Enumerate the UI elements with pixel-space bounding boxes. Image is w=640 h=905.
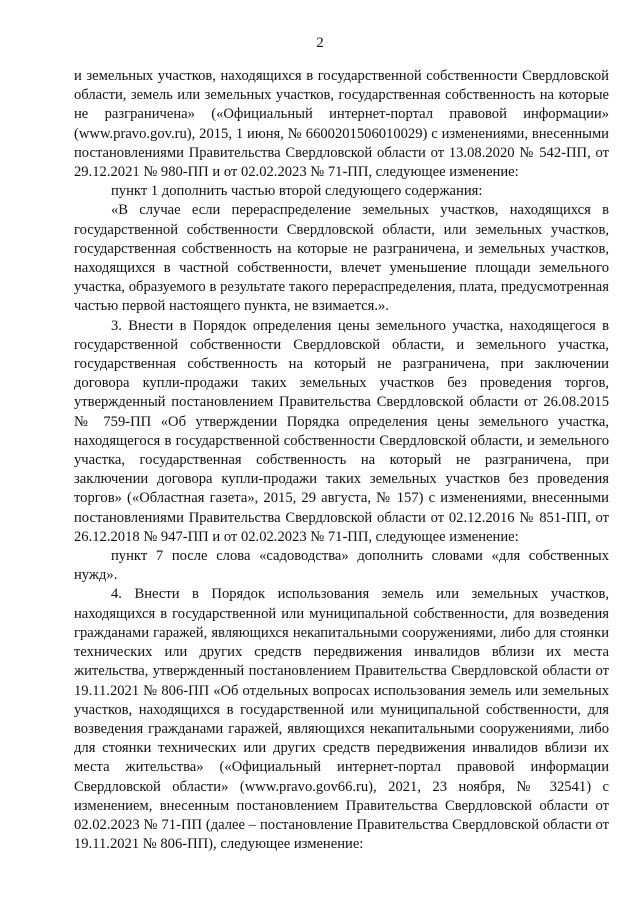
paragraph-1: и земельных участков, находящихся в государственной собственности Свердловской области, земель или земельных участков, государственная собственность на которые не разграничена» («Официальный интернет-портал правовой информации» (www.pravo.gov.ru), 2015, 1 июня, № 6600201506010029) с изменениями, внесенными постановлениями Правительства Свердловской области от 13.08.2020 № 542-ПП, от 29.12.2021 № 980-ПП и от 02.02.2023 № 71-ПП, следующее изменение:	[74, 68, 609, 181]
paragraph-2: пункт 1 дополнить частью второй следующего содержания:	[111, 183, 483, 200]
paragraph-5: пункт 7 после слова «садоводства» дополнить словами «для собственных нужд».	[74, 548, 609, 584]
paragraph-4: 3. Внести в Порядок определения цены земельного участка, находящегося в государственной собственности Свердловской области, и земельного участка, государственная собственность на который не разграничена, при заключении договора купли-продажи таких земельных участков без проведения торгов, утвержденный постановлением Правительства Свердловской области от 26.08.2015 № 759-ПП «Об утверждении Порядка определения цены земельного участка, находящегося в государственной собственности Свердловской области, и земельного участка, государственная собственность на который не разграничена, при заключении договора купли-продажи таких земельных участков без проведения торгов» («Областная газета», 2015, 29 августа, № 157) с изменениями, внесенными постановлениями Правительства Свердловской области от 02.12.2016 № 851-ПП, от 26.12.2018 № 947-ПП и от 02.02.2023 № 71-ПП, следующее изменение:	[74, 317, 609, 545]
page-number: 2	[316, 35, 324, 51]
paragraph-3: «В случае если перераспределение земельных участков, находящихся в государственной собственности Свердловской области, или земельных участков, государственная собственность на которые не разграничена, и земельных участков, находящихся в частной собственности, влечет уменьшение площади земельного участка, образуемого в результате такого перераспределения, плата, предусмотренная частью первой настоящего пункта, не взимается.».	[74, 202, 609, 315]
paragraph-6: 4. Внести в Порядок использования земель или земельных участков, находящихся в государственной или муниципальной собственности, для возведения гражданами гаражей, являющихся некапитальными сооружениями, либо для стоянки технических или других средств передвижения инвалидов вблизи их места жительства, утвержденный постановлением Правительства Свердловской области от 19.11.2021 № 806-ПП «Об отдельных вопросах использования земель или земельных участков, находящихся в государственной или муниципальной собственности, для возведения гражданами гаражей, являющихся некапитальными сооружениями, либо для стоянки технических или других средств передвижения инвалидов вблизи их места жительства» («Официальный интернет-портал правовой информации Свердловской области» (www.pravo.gov66.ru), 2021, 23 ноября, № 32541) с изменением, внесенным постановлением Правительства Свердловской области от 02.02.2023 № 71-ПП (далее – постановление Правительства Свердловской области от 19.11.2021 № 806-ПП), следующее изменение:	[74, 586, 609, 853]
document-body	[74, 67, 609, 854]
